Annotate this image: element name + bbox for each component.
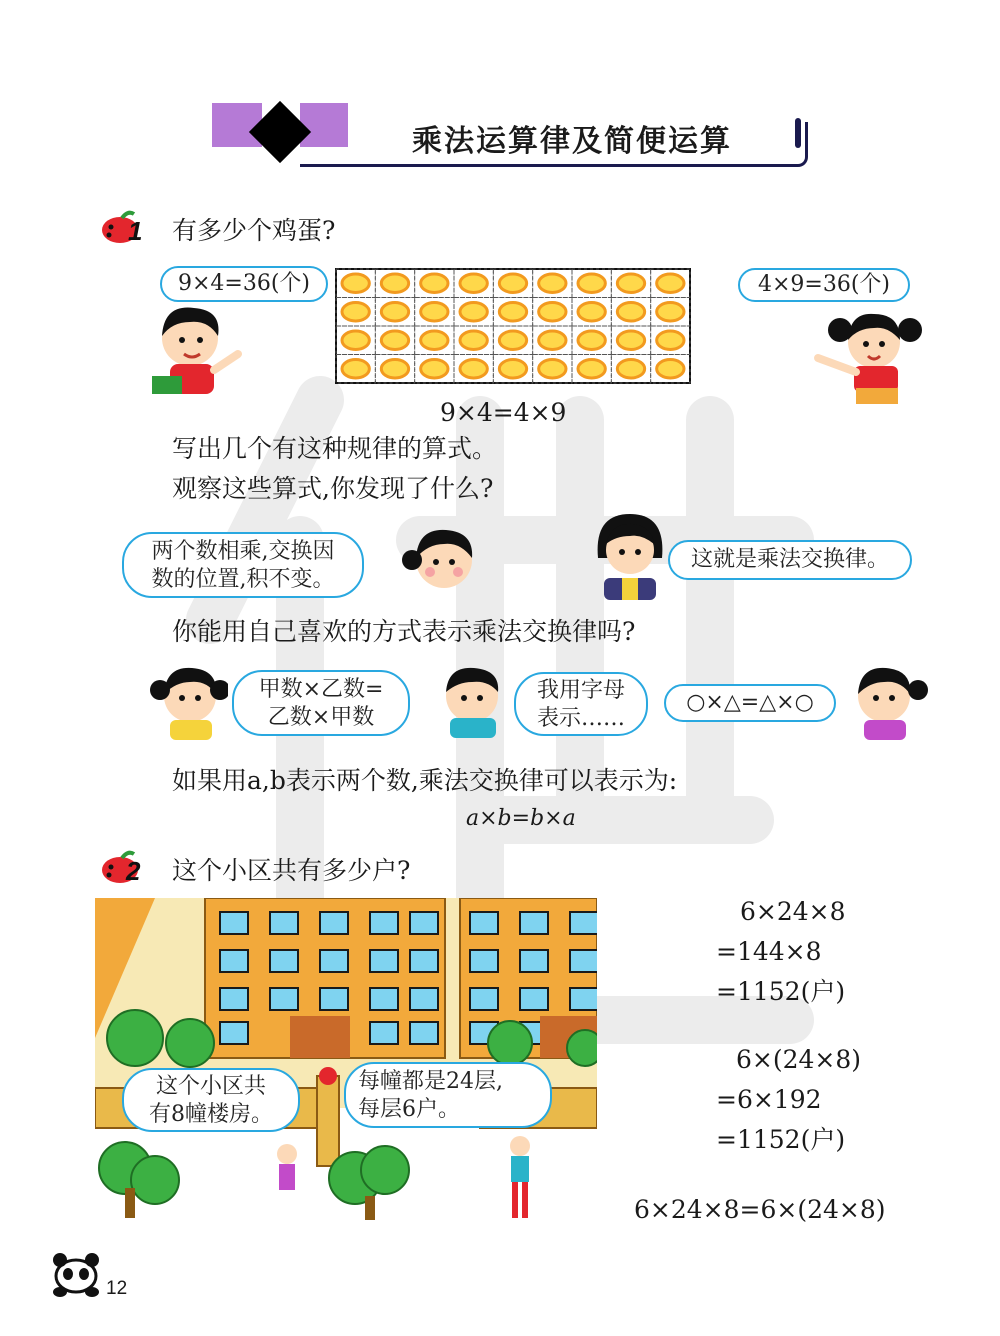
egg xyxy=(617,360,644,379)
egg xyxy=(460,360,487,379)
egg xyxy=(539,274,566,293)
egg xyxy=(539,303,566,322)
method-1-line-1: 6×24×8 xyxy=(740,897,846,926)
idea-bubble-letters: 我用字母 表示…… xyxy=(514,672,648,736)
egg xyxy=(578,274,605,293)
building-window xyxy=(410,988,438,1010)
egg xyxy=(657,303,684,322)
building-window xyxy=(320,988,348,1010)
egg xyxy=(342,360,369,379)
question-badge-1 xyxy=(100,210,148,244)
boy-face xyxy=(432,660,512,738)
building-window xyxy=(520,912,548,934)
panda-icon xyxy=(48,1248,104,1298)
girl-illustration xyxy=(812,300,932,410)
egg xyxy=(617,331,644,350)
question-2-text: 这个小区共有多少户? xyxy=(172,856,411,885)
egg xyxy=(499,303,526,322)
method-1-line-2: =144×8 xyxy=(716,937,822,966)
egg xyxy=(578,360,605,379)
building-window xyxy=(570,912,597,934)
law-name-bubble: 这就是乘法交换律。 xyxy=(668,540,912,580)
method-2-line-2: =6×192 xyxy=(716,1085,822,1114)
building-window xyxy=(370,988,398,1010)
egg xyxy=(657,360,684,379)
building-window xyxy=(570,988,597,1010)
egg-grid xyxy=(335,268,691,384)
building-window xyxy=(270,988,298,1010)
boy-illustration xyxy=(150,300,242,400)
svg-text:1: 1 xyxy=(128,216,143,244)
egg xyxy=(460,274,487,293)
egg xyxy=(381,360,408,379)
building-window xyxy=(520,950,548,972)
building-window xyxy=(370,1022,398,1044)
question-badge-2 xyxy=(100,850,148,884)
building-window xyxy=(220,950,248,972)
building-window xyxy=(270,950,298,972)
building-window xyxy=(220,912,248,934)
building-window xyxy=(410,1022,438,1044)
girl-face-3 xyxy=(842,660,928,740)
girl-speech-bubble: 4×9=36(个) xyxy=(738,268,910,302)
girl-face-2 xyxy=(150,660,228,740)
method-2-line-1: 6×(24×8) xyxy=(736,1045,862,1074)
egg xyxy=(381,331,408,350)
building-window xyxy=(410,912,438,934)
egg xyxy=(499,360,526,379)
page-title: 乘法运算律及简便运算 xyxy=(412,124,732,159)
building-window xyxy=(410,950,438,972)
egg xyxy=(657,331,684,350)
teacher-illustration xyxy=(588,508,670,600)
building-window xyxy=(320,950,348,972)
girl-face-1 xyxy=(400,520,486,594)
instruction-line-2: 观察这些算式,你发现了什么? xyxy=(172,474,494,503)
egg xyxy=(657,274,684,293)
egg xyxy=(539,331,566,350)
page-number: 12 xyxy=(106,1278,128,1299)
egg xyxy=(460,331,487,350)
banner-end xyxy=(795,118,801,148)
building-window xyxy=(520,988,548,1010)
egg xyxy=(421,331,448,350)
egg xyxy=(617,274,644,293)
building-window xyxy=(220,988,248,1010)
egg xyxy=(578,331,605,350)
svg-text:2: 2 xyxy=(126,856,141,884)
egg xyxy=(342,274,369,293)
egg xyxy=(539,360,566,379)
egg xyxy=(381,303,408,322)
building-window xyxy=(370,950,398,972)
buildings-count-bubble: 这个小区共 有8幢楼房。 xyxy=(122,1068,300,1132)
building-window xyxy=(470,950,498,972)
egg xyxy=(617,303,644,322)
instruction-line-1: 写出几个有这种规律的算式。 xyxy=(172,434,498,463)
floors-households-bubble: 每幢都是24层, 每层6户。 xyxy=(344,1062,552,1128)
egg xyxy=(342,331,369,350)
egg xyxy=(421,360,448,379)
representation-prompt: 你能用自己喜欢的方式表示乘法交换律吗? xyxy=(172,617,636,646)
building-window xyxy=(220,1022,248,1044)
commutative-equation: 9×4=4×9 xyxy=(440,398,567,427)
idea-bubble-words: 甲数×乙数= 乙数×甲数 xyxy=(232,670,410,736)
building-window xyxy=(270,912,298,934)
egg xyxy=(499,331,526,350)
egg xyxy=(421,274,448,293)
building-window xyxy=(320,912,348,934)
egg xyxy=(342,303,369,322)
building-window xyxy=(370,912,398,934)
egg xyxy=(499,274,526,293)
residential-buildings-illustration xyxy=(95,898,597,1224)
egg xyxy=(460,303,487,322)
rule-bubble: 两个数相乘,交换因 数的位置,积不变。 xyxy=(122,532,364,598)
building-window xyxy=(470,912,498,934)
conclusion-text: 如果用a,b表示两个数,乘法交换律可以表示为: xyxy=(172,766,678,795)
method-1-line-3: =1152(户) xyxy=(716,977,846,1006)
commutative-formula: a×b=b×a xyxy=(466,806,576,831)
egg xyxy=(381,274,408,293)
associative-result: 6×24×8=6×(24×8) xyxy=(634,1195,886,1224)
idea-bubble-symbols: ○×△=△×○ xyxy=(664,684,836,722)
egg xyxy=(421,303,448,322)
building-window xyxy=(470,988,498,1010)
building-window xyxy=(570,950,597,972)
boy-speech-bubble: 9×4=36(个) xyxy=(160,266,328,302)
method-2-line-3: =1152(户) xyxy=(716,1125,846,1154)
question-1-text: 有多少个鸡蛋? xyxy=(172,216,336,245)
egg xyxy=(578,303,605,322)
